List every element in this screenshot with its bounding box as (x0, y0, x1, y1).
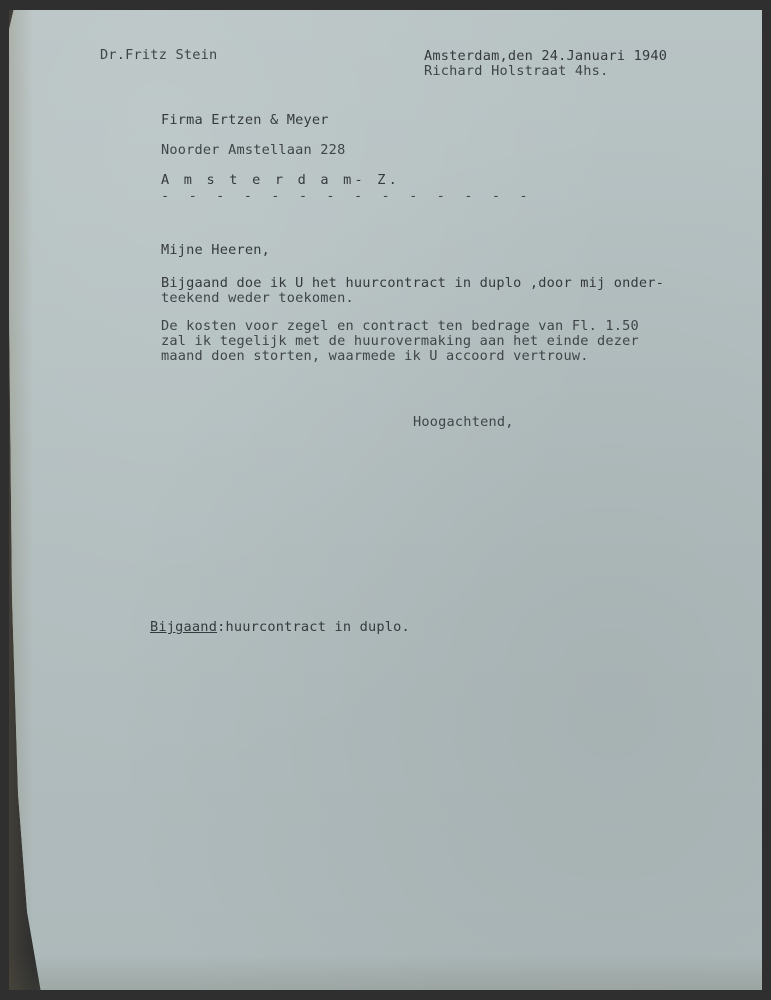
recipient-name: Firma Ertzen & Meyer (161, 112, 329, 128)
paragraph-2-line-1: De kosten voor zegel en contract ten bedrage van Fl. 1.50 (161, 318, 639, 334)
paragraph-1-line-2: teekend weder toekomen. (161, 290, 354, 306)
enclosure-text: :huurcontract in duplo. (217, 619, 410, 635)
enclosure-label: Bijgaand (150, 619, 218, 635)
paragraph-1-line-1: Bijgaand doe ik U het huurcontract in duplo ,door mij onder- (161, 275, 665, 291)
sender-street: Richard Holstraat 4hs. (424, 63, 609, 79)
recipient-city-underline: - - - - - - - - - - - - - - (161, 188, 534, 204)
recipient-address: Noorder Amstellaan 228 (161, 142, 346, 158)
salutation: Mijne Heeren, (161, 242, 270, 258)
enclosure-note (150, 619, 410, 635)
paragraph-2-line-2: zal ik tegelijk met de huurovermaking aan het einde dezer (161, 333, 639, 349)
place-and-date: Amsterdam,den 24.Januari 1940 (424, 48, 668, 64)
letter-page (9, 10, 762, 990)
recipient-city: A m s t e r d a m- Z. (161, 172, 401, 188)
sender-name: Dr.Fritz Stein (100, 47, 218, 63)
paragraph-2-line-3: maand doen storten, waarmede ik U accoord vertrouw. (161, 348, 589, 364)
closing: Hoogachtend, (413, 414, 514, 430)
